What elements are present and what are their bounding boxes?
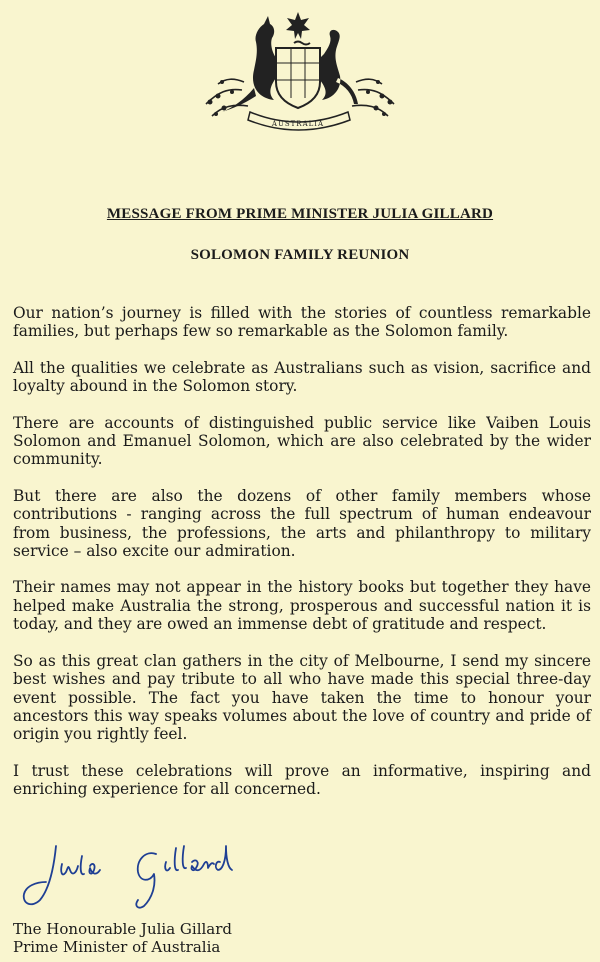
page-subtitle: SOLOMON FAMILY REUNION xyxy=(190,247,410,263)
letter-body xyxy=(13,304,591,817)
paragraph-7: I trust these celebrations will prove an informative, inspiring and enriching experience for all concerned. xyxy=(13,761,591,799)
paragraph-3: There are accounts of distinguished public service like Vaiben Louis Solomon and Emanuel Solomon, which are also celebrated by the wider community. xyxy=(13,413,591,469)
signature-icon xyxy=(16,836,246,916)
paragraph-4: But there are also the dozens of other family members whose contributions - ranging across the full spectrum of human endeavour from business, the professions, the arts and philanthropy to military service – also excite our admiration. xyxy=(13,486,591,561)
signatory-position: Prime Minister of Australia xyxy=(13,938,221,956)
coat-of-arms-icon xyxy=(198,8,402,148)
paragraph-2: All the qualities we celebrate as Australians such as vision, sacrifice and loyalty abound in the Solomon story. xyxy=(13,358,591,396)
paragraph-5: Their names may not appear in the history books but together they have helped make Australia the strong, prosperous and successful nation it is today, and they are owed an immense debt of gratitude and respect. xyxy=(13,578,591,634)
page-title: MESSAGE FROM PRIME MINISTER JULIA GILLARD xyxy=(106,206,494,222)
crest-motto: AUSTRALIA xyxy=(271,120,325,128)
signatory-name: The Honourable Julia Gillard xyxy=(13,920,233,938)
closing-block xyxy=(13,920,232,956)
paragraph-6: So as this great clan gathers in the city of Melbourne, I send my sincere best wishes and pay tribute to all who have made this special three-day event possible. The fact you have taken the time to honour your ancestors this way speaks volumes about the love of country and pride of origin you rightly feel. xyxy=(13,651,591,744)
paragraph-1: Our nation’s journey is filled with the stories of countless remarkable families, but perhaps few so remarkable as the Solomon family. xyxy=(13,304,591,341)
